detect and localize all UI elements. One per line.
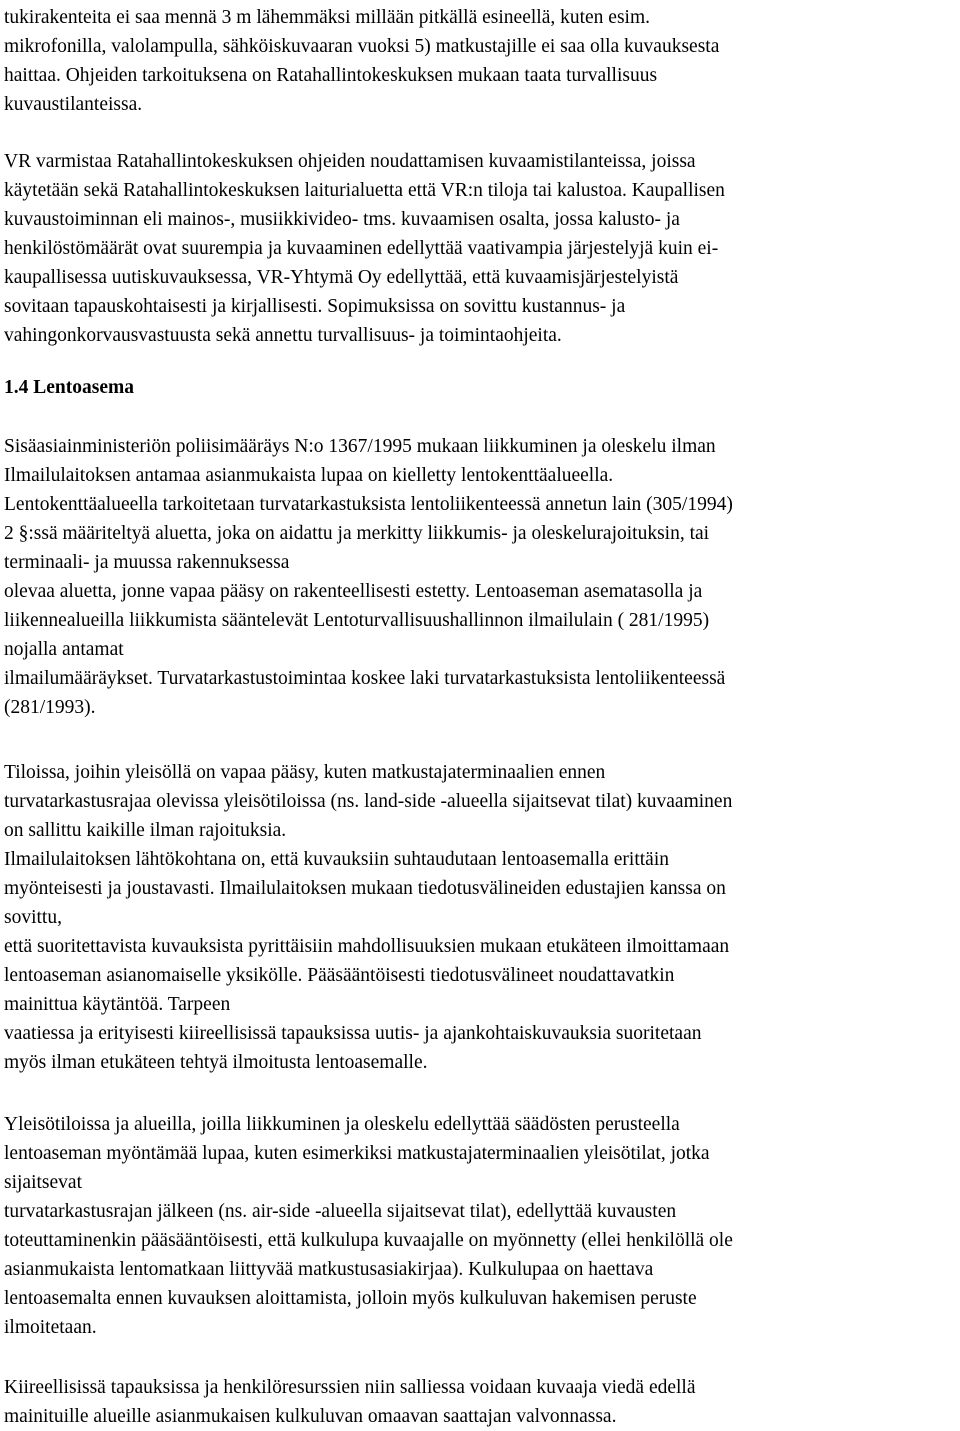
text-line: ilmailumääräykset. Turvatarkastustoimintaa koskee laki turvatarkastuksista lentoliikenteessä: [4, 668, 726, 689]
text-line: nojalla antamat: [4, 639, 124, 660]
text-line: Yleisötiloissa ja alueilla, joilla liikkuminen ja oleskelu edellyttää säädösten perusteella: [4, 1114, 680, 1135]
text-line: Ilmailulaitoksen lähtökohtana on, että kuvauksiin suhtaudutaan lentoasemalla erittäin: [4, 849, 669, 870]
text-line: lentoaseman asianomaiselle yksikölle. Pääsääntöisesti tiedotusvälineet noudattavatkin: [4, 965, 675, 986]
text-line: lentoaseman myöntämää lupaa, kuten esimerkiksi matkustajaterminaalien yleisötilat, jotka: [4, 1143, 710, 1164]
text-line: turvatarkastusrajaa olevissa yleisötiloissa (ns. land-side -alueella sijaitsevat tilat) kuvaaminen: [4, 791, 733, 812]
text-line: tukirakenteita ei saa mennä 3 m lähemmäksi millään pitkällä esineellä, kuten esim.: [4, 7, 650, 28]
text-line: on sallittu kaikille ilman rajoituksia.: [4, 820, 287, 841]
text-line: myönteisesti ja joustavasti. Ilmailulaitoksen mukaan tiedotusvälineiden edustajien kanssa on: [4, 878, 726, 899]
text-line: 2 §:ssä määriteltyä aluetta, joka on aidattu ja merkitty liikkumis- ja oleskelurajoituksin, tai: [4, 523, 710, 544]
text-line: mainituille alueille asianmukaisen kulkuluvan omaavan saattajan valvonnassa.: [4, 1406, 617, 1427]
text-line: myös ilman etukäteen tehtyä ilmoitusta lentoasemalle.: [4, 1052, 428, 1073]
text-line: asianmukaista lentomatkaan liittyvää matkustusasiakirjaa). Kulkulupaa on haettava: [4, 1259, 654, 1280]
text-line: kuvaustoiminnan eli mainos-, musiikkivideo- tms. kuvaamisen osalta, jossa kalusto- ja: [4, 209, 680, 230]
text-line: toteuttaminenkin pääsääntöisesti, että kulkulupa kuvaajalle on myönnetty (ellei henkilöllä ole: [4, 1230, 733, 1251]
text-line: liikennealueilla liikkumista sääntelevät Lentoturvallisuushallinnon ilmailulain ( 281/1995): [4, 610, 710, 631]
text-line: lentoasemalta ennen kuvauksen aloittamista, jolloin myös kulkuluvan hakemisen peruste: [4, 1288, 697, 1309]
text-line: mainittua käytäntöä. Tarpeen: [4, 994, 231, 1015]
text-line: VR varmistaa Ratahallintokeskuksen ohjeiden noudattamisen kuvaamistilanteissa, joissa: [4, 151, 696, 172]
text-line: kuvaustilanteissa.: [4, 94, 143, 115]
text-line: haittaa. Ohjeiden tarkoituksena on Ratahallintokeskuksen mukaan taata turvallisuus: [4, 65, 658, 86]
text-line: vaatiessa ja erityisesti kiireellisissä tapauksissa uutis- ja ajankohtaiskuvauksia suoritetaan: [4, 1023, 702, 1044]
text-line: Tiloissa, joihin yleisöllä on vapaa pääsy, kuten matkustajaterminaalien ennen: [4, 762, 606, 783]
text-line: mikrofonilla, valolampulla, sähköiskuvaaran vuoksi 5) matkustajille ei saa olla kuvauksesta: [4, 36, 720, 57]
text-line: terminaali- ja muussa rakennuksessa: [4, 552, 290, 573]
text-line: Kiireellisissä tapauksissa ja henkilöresurssien niin salliessa voidaan kuvaaja viedä edellä: [4, 1377, 696, 1398]
text-line: vahingonkorvausvastuusta sekä annettu turvallisuus- ja toimintaohjeita.: [4, 325, 562, 346]
text-line: sovittu,: [4, 907, 62, 928]
section-heading: 1.4 Lentoasema: [4, 377, 134, 398]
text-line: sijaitsevat: [4, 1172, 82, 1193]
text-line: kaupallisessa uutiskuvauksessa, VR-Yhtymä Oy edellyttää, että kuvaamisjärjestelyistä: [4, 267, 679, 288]
text-line: ilmoitetaan.: [4, 1317, 97, 1338]
text-line: (281/1993).: [4, 697, 96, 718]
text-line: että suoritettavista kuvauksista pyrittäisiin mahdollisuuksien mukaan etukäteen ilmoittamaan: [4, 936, 730, 957]
text-line: Lentokenttäalueella tarkoitetaan turvatarkastuksista lentoliikenteessä annetun lain (305/1994): [4, 494, 733, 515]
text-line: Ilmailulaitoksen antamaa asianmukaista lupaa on kielletty lentokenttäalueella.: [4, 465, 614, 486]
text-line: sovitaan tapauskohtaisesti ja kirjallisesti. Sopimuksissa on sovittu kustannus- ja: [4, 296, 626, 317]
text-line: olevaa aluetta, jonne vapaa pääsy on rakenteellisesti estetty. Lentoaseman asematasolla ja: [4, 581, 703, 602]
text-line: turvatarkastusrajan jälkeen (ns. air-side -alueella sijaitsevat tilat), edellyttää kuvausten: [4, 1201, 677, 1222]
text-line: Sisäasiainministeriön poliisimääräys N:o 1367/1995 mukaan liikkuminen ja oleskelu ilman: [4, 436, 716, 457]
text-line: henkilöstömäärät ovat suurempia ja kuvaaminen edellyttää vaativampia järjestelyjä kuin ei-: [4, 238, 719, 259]
text-line: käytetään sekä Ratahallintokeskuksen laiturialuetta että VR:n tiloja tai kalustoa. Kaupallisen: [4, 180, 725, 201]
